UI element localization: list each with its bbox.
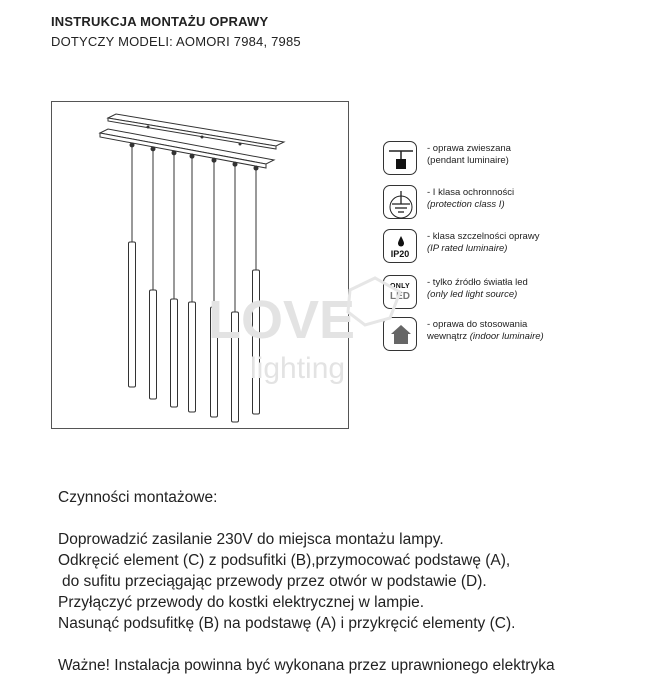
legend-item-indoor [383,317,633,353]
pendant-tube [129,242,136,387]
pendant-tube [150,290,157,399]
canopy-bar [100,129,274,168]
ip20-icon [383,229,417,263]
only-led-bottom-label: LED [390,291,410,302]
pendant-mount-point [151,147,155,151]
pendant-mount-point [233,162,237,166]
legend-item-ip20 [383,229,633,265]
only-led-top-label: ONLY [389,283,410,290]
legend-led-pl: - tylko źródło światła led [427,277,528,288]
legend-pendant-pl: - oprawa zwieszana [427,143,511,154]
mounting-instructions [58,487,638,676]
document-title: INSTRUKCJA MONTAŻU OPRAWY [51,14,269,29]
only-led-icon [383,275,417,309]
pendant-mount-point [172,151,176,155]
pendant-mount-point [254,166,258,170]
legend-protection-en: (protection class I) [427,199,505,210]
legend-item-pendant [383,141,633,177]
legend-item-only-led [383,275,633,311]
instruction-line: Przyłączyć przewody do kostki elektrycznej w lampie. [58,594,425,611]
pendant-tube [211,307,218,417]
instructions-heading: Czynności montażowe: [58,489,218,506]
pendant-tube [232,312,239,422]
pendant-lamp-drawing [52,102,350,430]
document-subtitle: DOTYCZY MODELI: AOMORI 7984, 7985 [51,34,301,49]
pendant-mount-point [190,154,194,158]
watermark-top-text: LOVE [208,290,356,350]
legend-ip-pl: - klasa szczelności oprawy [427,231,540,242]
installation-warning: Ważne! Instalacja powinna być wykonana przez uprawnionego elektryka [58,657,555,674]
legend-indoor-en: (indoor luminaire) [469,331,544,342]
legend-ip-en: (IP rated luminaire) [427,243,508,254]
instruction-line: Odkręcić element (C) z podsufitki (B),przymocować podstawę (A), [58,552,511,569]
ip20-label: IP20 [390,249,410,259]
legend-pendant-en: (pendant luminaire) [427,155,509,166]
legend-led-en: (only led light source) [427,289,518,300]
lamp-drawing-frame [51,101,349,429]
indoor-luminaire-icon [383,317,417,351]
pendant-tube [189,302,196,412]
watermark-bottom-text: lighting [250,352,346,385]
pendant-tube [253,270,260,414]
pendant-tubes [129,143,260,422]
instruction-line: Nasunąć podsufitkę (B) na podstawę (A) i przykręcić elementy (C). [58,615,516,632]
pendant-mount-point [212,158,216,162]
legend-indoor-pl2: wewnątrz [427,331,468,342]
legend-item-protection-class [383,185,633,221]
legend-indoor-pl: - oprawa do stosowania [427,319,528,330]
legend-protection-pl: - I klasa ochronności [427,187,515,198]
instruction-line: do sufitu przeciągając przewody przez otwór w podstawie (D). [62,573,487,590]
instruction-line: Doprowadzić zasilanie 230V do miejsca montażu lampy. [58,531,444,548]
pendant-luminaire-icon [383,141,417,175]
pendant-tube [171,299,178,407]
protection-class-icon [383,185,417,219]
pendant-mount-point [130,143,134,147]
